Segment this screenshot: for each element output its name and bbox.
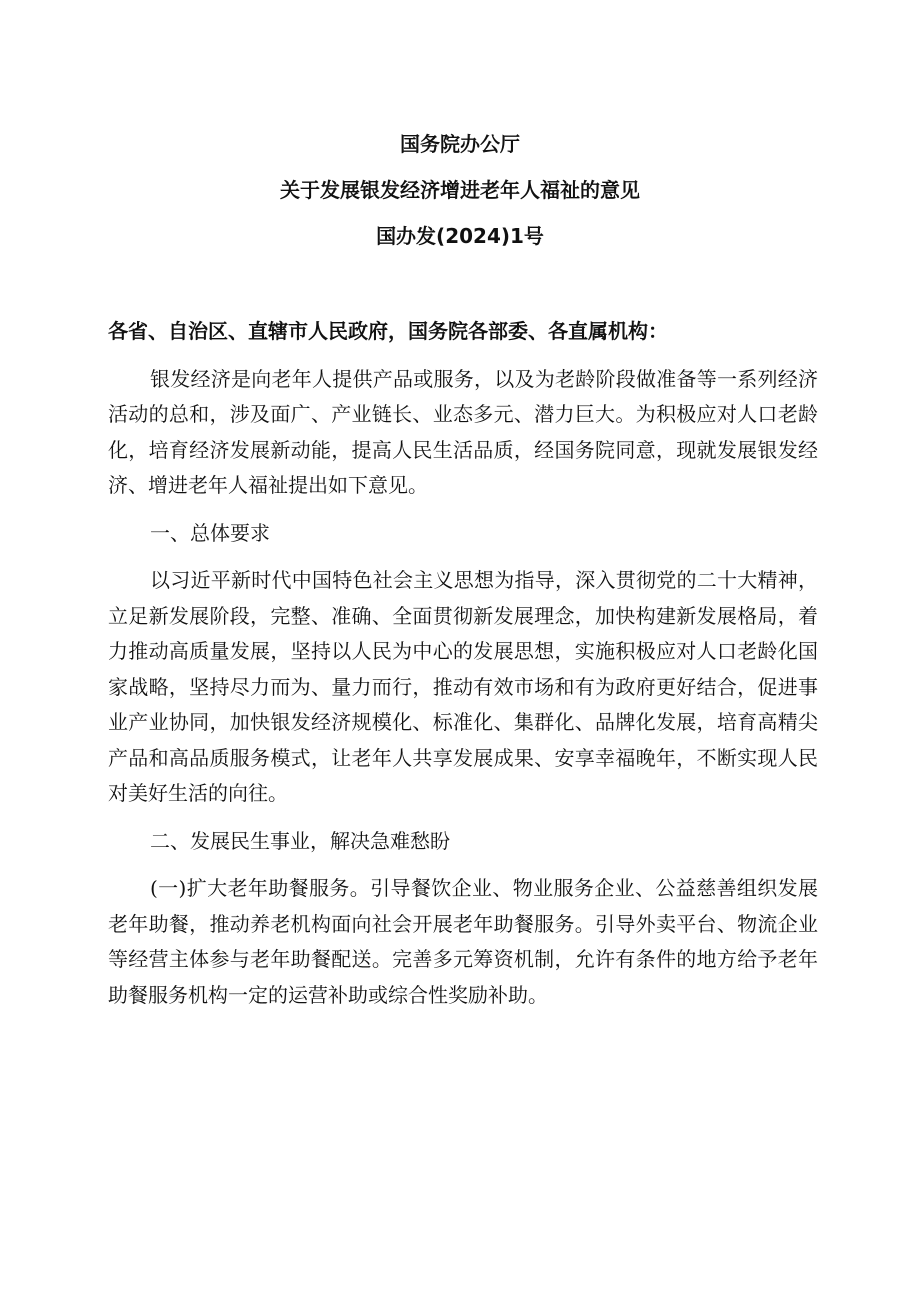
document-header (0, 126, 920, 264)
section-heading-2: 二、发展民生事业，解决急难愁盼 (150, 828, 450, 853)
intro-paragraph: 银发经济是向老年人提供产品或服务，以及为老龄阶段做准备等一系列经济活动的总和，涉及面广、产业链长、业态多元、潜力巨大。为积极应对人口老龄化，培育经济发展新动能，提高人民生活品质，经国务院同意，现就发展银发经济、增进老年人福祉提出如下意见。 (108, 366, 818, 497)
document-title: 关于发展银发经济增进老年人福祉的意见 (280, 178, 640, 202)
issuer-title: 国务院办公厅 (400, 132, 520, 156)
section-1-paragraph: 以习近平新时代中国特色社会主义思想为指导，深入贯彻党的二十大精神，立足新发展阶段，完整、准确、全面贯彻新发展理念，加快构建新发展格局，着力推动高质量发展，坚持以人民为中心的发展思想，实施积极应对人口老龄化国家战略，坚持尽力而为、量力而行，推动有效市场和有为政府更好结合，促进事业产业协同，加快银发经济规模化、标准化、集群化、品牌化发展，培育高精尖产品和高品质服务模式，让老年人共享发展成果、安享幸福晚年，不断实现人民对美好生活的向往。 (108, 568, 818, 805)
document-body (108, 314, 818, 1025)
section-heading-1: 一、总体要求 (150, 520, 270, 545)
document-number: 国办发(2024)1号 (376, 224, 544, 248)
salutation: 各省、自治区、直辖市人民政府，国务院各部委、各直属机构： (108, 319, 668, 343)
item-1-paragraph: (一)扩大老年助餐服务。引导餐饮企业、物业服务企业、公益慈善组织发展老年助餐，推动养老机构面向社会开展老年助餐服务。引导外卖平台、物流企业等经营主体参与老年助餐配送。完善多元筹资机制，允许有条件的地方给予老年助餐服务机构一定的运营补助或综合性奖励补助。 (108, 876, 818, 1007)
